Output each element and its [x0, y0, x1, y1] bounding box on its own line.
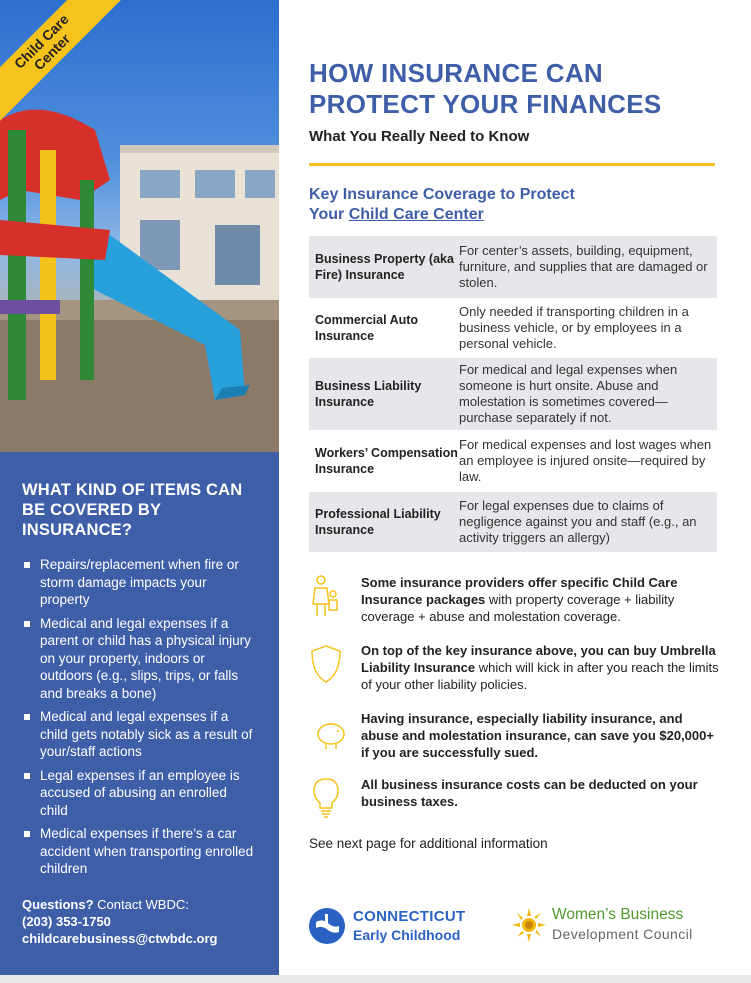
- table-row: Professional Liability Insurance For legal expenses due to claims of negligence against you and staff (e.g., an activity triggers an allergy): [309, 492, 717, 552]
- coverage-table: [309, 236, 717, 552]
- ribbon-label: Child Care Center: [10, 10, 74, 74]
- page-title: HOW INSURANCE CAN PROTECT YOUR FINANCES: [309, 58, 662, 119]
- playground-photo: [0, 0, 279, 452]
- contact-email-link[interactable]: childcarebusiness@ctwbdc.org: [22, 931, 218, 946]
- square-bullet-icon: [24, 831, 30, 837]
- list-item: Medical expenses if there’s a car accident when transporting enrolled children: [22, 825, 257, 878]
- tip-text: All business insurance costs can be deducted on your business taxes.: [361, 777, 698, 809]
- key-coverage-heading: Key Insurance Coverage to Protect Your Child Care Center: [309, 186, 575, 223]
- table-row: Business Liability Insurance For medical and legal expenses when someone is hurt onsite. Abuse and molestation is sometimes covered—purchase separately if not.: [309, 358, 717, 430]
- wbdc-logo-line2: Development Council: [552, 926, 693, 942]
- covered-items-list: [22, 556, 257, 878]
- tip-text: Some insurance providers offer specific Child Care Insurance packages with property coverage + liability coverage + abuse and molestation coverage.: [361, 575, 678, 624]
- tip-text: Having insurance, especially liability insurance, and abuse and molestation insurance, can save you $20,000+ if you are successfully sued.: [361, 711, 714, 760]
- divider: [309, 163, 715, 166]
- ct-logo-line2: Early Childhood: [353, 927, 461, 943]
- table-row: Workers’ Compensation Insurance For medical expenses and lost wages when an employee is injured onsite—required by law.: [315, 437, 712, 484]
- table-row: Business Property (aka Fire) Insurance For center’s assets, building, equipment, furniture, and supplies that are damaged or stolen.: [309, 236, 717, 298]
- wbdc-logo-line1: Women’s Business: [552, 906, 684, 923]
- parent-child-icon: [309, 574, 343, 618]
- list-item: Medical and legal expenses if a child gets notably sick as a result of your/staff actions: [22, 708, 257, 761]
- contact-line: [22, 896, 217, 913]
- child-care-center-link[interactable]: Child Care Center: [348, 206, 484, 223]
- square-bullet-icon: [24, 621, 30, 627]
- square-bullet-icon: [24, 714, 30, 720]
- left-column: [0, 0, 279, 975]
- page-subtitle: What You Really Need to Know: [309, 128, 530, 145]
- contact-info: [22, 896, 217, 947]
- list-item: Repairs/replacement when fire or storm damage impacts your property: [22, 556, 257, 609]
- square-bullet-icon: [24, 773, 30, 779]
- contact-rest: Contact WBDC:: [93, 897, 189, 912]
- lightbulb-icon: [309, 776, 343, 820]
- tip-text: On top of the key insurance above, you can buy Umbrella Liability Insurance which will kick in after you reach the limits of your other liability policies.: [361, 643, 719, 692]
- covered-items-panel: [0, 452, 279, 975]
- piggy-bank-icon: [309, 710, 353, 754]
- ct-logo-line1: CONNECTICUT: [353, 908, 466, 925]
- shield-icon: [309, 642, 343, 686]
- connecticut-early-childhood-logo: [309, 906, 489, 946]
- contact-lead: Questions?: [22, 897, 94, 912]
- list-item: Legal expenses if an employee is accused of abusing an enrolled child: [22, 767, 257, 820]
- wbdc-logo: [510, 904, 725, 948]
- covered-items-heading: WHAT KIND OF ITEMS CAN BE COVERED BY INSURANCE?: [22, 481, 243, 539]
- ct-logo-icon: [309, 908, 345, 944]
- see-next-page-note: See next page for additional information: [309, 836, 548, 851]
- table-row: Commercial Auto Insurance Only needed if transporting children in a business vehicle, or by employees in a personal vehicle.: [315, 304, 689, 351]
- sunflower-icon: [510, 906, 548, 944]
- contact-phone[interactable]: (203) 353-1750: [22, 914, 111, 929]
- list-item: Medical and legal expenses if a parent or child has a physical injury on your property, indoors or outdoors (e.g., slips, trips, or falls and breaks a bone): [22, 615, 257, 703]
- square-bullet-icon: [24, 562, 30, 568]
